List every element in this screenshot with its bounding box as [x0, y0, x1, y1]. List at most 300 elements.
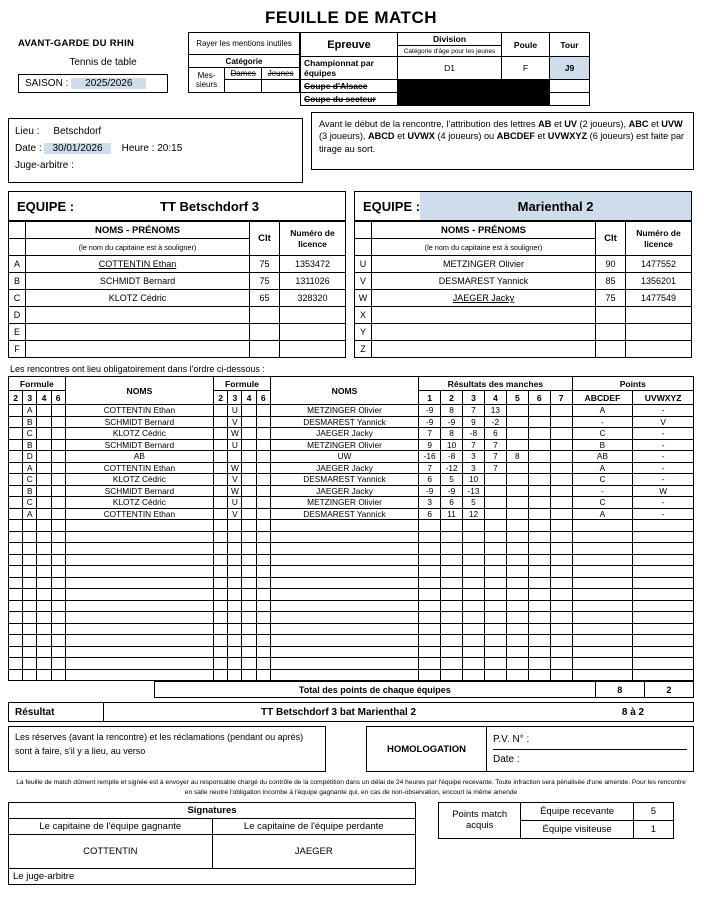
manche-score-cell[interactable]: 5 — [463, 497, 485, 509]
away-player-cell[interactable] — [270, 589, 418, 601]
away-player-cell[interactable] — [270, 531, 418, 543]
point-uvwxyz-cell[interactable]: - — [633, 439, 694, 451]
point-abcdef-cell[interactable] — [572, 589, 633, 601]
home-clt-d[interactable] — [250, 307, 280, 324]
point-uvwxyz-cell[interactable]: - — [633, 405, 694, 417]
manche-score-cell[interactable] — [550, 635, 572, 647]
manche-score-cell[interactable] — [506, 531, 528, 543]
formule-away-cell[interactable] — [256, 520, 270, 532]
formule-home-cell[interactable]: B — [23, 485, 37, 497]
formule-away-cell[interactable] — [242, 623, 256, 635]
home-player-cell[interactable] — [65, 658, 213, 670]
formule-home-cell[interactable] — [51, 554, 65, 566]
manche-score-cell[interactable] — [463, 646, 485, 658]
point-uvwxyz-cell[interactable] — [633, 589, 694, 601]
formule-away-cell[interactable] — [242, 658, 256, 670]
manche-score-cell[interactable] — [550, 669, 572, 681]
manche-score-cell[interactable] — [528, 612, 550, 624]
manche-score-cell[interactable] — [419, 658, 441, 670]
home-clt-a[interactable]: 75 — [250, 256, 280, 273]
formule-home-cell[interactable] — [37, 646, 51, 658]
formule-home-cell[interactable] — [37, 612, 51, 624]
manche-score-cell[interactable] — [441, 566, 463, 578]
manche-score-cell[interactable] — [528, 474, 550, 486]
formule-home-cell[interactable] — [9, 658, 23, 670]
formule-home-cell[interactable] — [51, 658, 65, 670]
manche-score-cell[interactable]: 3 — [463, 451, 485, 463]
manche-score-cell[interactable] — [550, 451, 572, 463]
manche-score-cell[interactable] — [419, 531, 441, 543]
formule-home-cell[interactable]: A — [23, 508, 37, 520]
formule-home-cell[interactable] — [9, 577, 23, 589]
away-player-cell[interactable] — [270, 635, 418, 647]
formule-home-cell[interactable] — [9, 646, 23, 658]
home-player-cell[interactable]: KLOTZ Cédric — [65, 428, 213, 440]
formule-home-cell[interactable] — [23, 646, 37, 658]
away-player-cell[interactable] — [270, 520, 418, 532]
home-clt-e[interactable] — [250, 324, 280, 341]
home-player-cell[interactable]: SCHMIDT Bernard — [65, 439, 213, 451]
manche-score-cell[interactable] — [506, 623, 528, 635]
formule-away-cell[interactable] — [256, 554, 270, 566]
point-uvwxyz-cell[interactable] — [633, 669, 694, 681]
formule-home-cell[interactable] — [51, 646, 65, 658]
point-abcdef-cell[interactable]: AB — [572, 451, 633, 463]
formule-away-cell[interactable] — [256, 451, 270, 463]
away-player-cell[interactable]: JAEGER Jacky — [270, 485, 418, 497]
manche-score-cell[interactable] — [441, 520, 463, 532]
formule-home-cell[interactable] — [37, 462, 51, 474]
formule-home-cell[interactable] — [23, 589, 37, 601]
formule-away-cell[interactable] — [214, 474, 228, 486]
home-player-cell[interactable]: COTTENTIN Ethan — [65, 508, 213, 520]
formule-away-cell[interactable] — [228, 577, 242, 589]
epreuve-championnat[interactable]: Championnat par équipes — [301, 57, 398, 80]
point-uvwxyz-cell[interactable] — [633, 600, 694, 612]
formule-home-cell[interactable] — [9, 635, 23, 647]
manche-score-cell[interactable] — [550, 520, 572, 532]
formule-home-cell[interactable]: A — [23, 405, 37, 417]
manche-score-cell[interactable] — [528, 508, 550, 520]
point-abcdef-cell[interactable] — [572, 600, 633, 612]
manche-score-cell[interactable] — [441, 577, 463, 589]
formule-away-cell[interactable] — [256, 669, 270, 681]
division-value[interactable]: D1 — [398, 57, 502, 80]
point-uvwxyz-cell[interactable] — [633, 635, 694, 647]
manche-score-cell[interactable] — [528, 623, 550, 635]
table-row[interactable] — [9, 428, 694, 440]
formule-away-cell[interactable] — [256, 543, 270, 555]
away-player-cell[interactable] — [270, 623, 418, 635]
formule-away-cell[interactable] — [242, 589, 256, 601]
away-player-cell[interactable] — [270, 612, 418, 624]
away-player-cell[interactable] — [270, 646, 418, 658]
table-row[interactable] — [355, 341, 692, 358]
formule-away-cell[interactable] — [242, 531, 256, 543]
tour-value[interactable]: J9 — [550, 57, 590, 80]
epreuve-coupe-alsace[interactable]: Coupe d'Alsace — [301, 80, 398, 93]
manche-score-cell[interactable] — [528, 589, 550, 601]
home-player-cell[interactable] — [65, 600, 213, 612]
point-uvwxyz-cell[interactable] — [633, 577, 694, 589]
formule-home-cell[interactable] — [37, 635, 51, 647]
manche-score-cell[interactable] — [550, 462, 572, 474]
manche-score-cell[interactable] — [550, 485, 572, 497]
formule-home-cell[interactable] — [9, 612, 23, 624]
formule-away-cell[interactable]: W — [228, 428, 242, 440]
home-clt-c[interactable]: 65 — [250, 290, 280, 307]
loser-captain-signature[interactable]: JAEGER — [212, 834, 415, 868]
pv-number-field[interactable]: P.V. N° : — [493, 730, 687, 750]
point-abcdef-cell[interactable] — [572, 577, 633, 589]
manche-score-cell[interactable] — [550, 531, 572, 543]
formule-home-cell[interactable] — [37, 531, 51, 543]
manche-score-cell[interactable] — [419, 577, 441, 589]
manche-score-cell[interactable] — [419, 646, 441, 658]
formule-home-cell[interactable] — [37, 474, 51, 486]
formule-home-cell[interactable] — [37, 658, 51, 670]
home-name-b[interactable]: SCHMIDT Bernard — [26, 273, 250, 290]
point-uvwxyz-cell[interactable] — [633, 543, 694, 555]
point-abcdef-cell[interactable]: C — [572, 428, 633, 440]
formule-away-cell[interactable] — [228, 658, 242, 670]
manche-score-cell[interactable] — [550, 474, 572, 486]
manche-score-cell[interactable] — [463, 589, 485, 601]
manche-score-cell[interactable] — [550, 646, 572, 658]
manche-score-cell[interactable] — [484, 612, 506, 624]
manche-score-cell[interactable] — [463, 531, 485, 543]
manche-score-cell[interactable] — [419, 669, 441, 681]
manche-score-cell[interactable] — [506, 600, 528, 612]
formule-home-cell[interactable] — [37, 416, 51, 428]
table-row[interactable] — [9, 256, 346, 273]
manche-score-cell[interactable]: 8 — [441, 405, 463, 417]
formule-away-cell[interactable] — [228, 600, 242, 612]
table-row[interactable] — [9, 554, 694, 566]
home-player-cell[interactable] — [65, 520, 213, 532]
away-player-cell[interactable] — [270, 669, 418, 681]
formule-home-cell[interactable] — [37, 485, 51, 497]
manche-score-cell[interactable] — [506, 566, 528, 578]
heure-value[interactable]: 20:15 — [157, 143, 183, 154]
manche-score-cell[interactable] — [463, 566, 485, 578]
away-name-v[interactable]: DESMAREST Yannick — [372, 273, 596, 290]
manche-score-cell[interactable] — [506, 669, 528, 681]
manche-score-cell[interactable] — [484, 508, 506, 520]
manche-score-cell[interactable] — [506, 508, 528, 520]
formule-home-cell[interactable] — [51, 451, 65, 463]
manche-score-cell[interactable] — [484, 658, 506, 670]
away-player-cell[interactable]: UW — [270, 451, 418, 463]
manche-score-cell[interactable] — [484, 623, 506, 635]
poule-value[interactable]: F — [502, 57, 550, 80]
manche-score-cell[interactable] — [528, 600, 550, 612]
formule-away-cell[interactable] — [214, 635, 228, 647]
manche-score-cell[interactable]: 7 — [419, 462, 441, 474]
formule-home-cell[interactable] — [37, 520, 51, 532]
formule-home-cell[interactable] — [51, 439, 65, 451]
away-clt-v[interactable]: 85 — [596, 273, 626, 290]
manche-score-cell[interactable] — [550, 554, 572, 566]
manche-score-cell[interactable]: 12 — [463, 508, 485, 520]
manche-score-cell[interactable]: 8 — [506, 451, 528, 463]
formule-home-cell[interactable] — [9, 428, 23, 440]
formule-home-cell[interactable] — [9, 508, 23, 520]
formule-away-cell[interactable] — [214, 485, 228, 497]
manche-score-cell[interactable] — [419, 589, 441, 601]
table-row[interactable] — [9, 577, 694, 589]
formule-away-cell[interactable] — [228, 531, 242, 543]
point-abcdef-cell[interactable] — [572, 554, 633, 566]
manche-score-cell[interactable] — [484, 669, 506, 681]
formule-away-cell[interactable] — [242, 600, 256, 612]
formule-away-cell[interactable] — [256, 566, 270, 578]
formule-away-cell[interactable] — [242, 577, 256, 589]
manche-score-cell[interactable] — [463, 520, 485, 532]
manche-score-cell[interactable] — [506, 646, 528, 658]
manche-score-cell[interactable] — [528, 531, 550, 543]
point-abcdef-cell[interactable] — [572, 658, 633, 670]
manche-score-cell[interactable] — [419, 566, 441, 578]
manche-score-cell[interactable]: 6 — [419, 474, 441, 486]
manche-score-cell[interactable]: 6 — [419, 508, 441, 520]
category-dames[interactable]: Dames — [225, 68, 262, 80]
formule-home-cell[interactable] — [51, 428, 65, 440]
formule-home-cell[interactable] — [51, 600, 65, 612]
formule-away-cell[interactable] — [214, 520, 228, 532]
manche-score-cell[interactable]: -9 — [419, 405, 441, 417]
home-player-cell[interactable] — [65, 623, 213, 635]
manche-score-cell[interactable] — [550, 612, 572, 624]
formule-home-cell[interactable] — [37, 589, 51, 601]
formule-away-cell[interactable] — [242, 416, 256, 428]
juge-arbitre-signature[interactable]: Le juge-arbitre — [9, 868, 416, 884]
home-player-cell[interactable]: COTTENTIN Ethan — [65, 462, 213, 474]
manche-score-cell[interactable] — [441, 669, 463, 681]
formule-home-cell[interactable] — [9, 543, 23, 555]
formule-home-cell[interactable] — [9, 566, 23, 578]
home-lic-a[interactable]: 1353472 — [280, 256, 346, 273]
formule-away-cell[interactable] — [214, 589, 228, 601]
manche-score-cell[interactable] — [550, 566, 572, 578]
manche-score-cell[interactable] — [550, 508, 572, 520]
manche-score-cell[interactable] — [550, 577, 572, 589]
away-player-cell[interactable] — [270, 658, 418, 670]
formule-away-cell[interactable] — [214, 566, 228, 578]
manche-score-cell[interactable] — [419, 635, 441, 647]
away-player-cell[interactable]: METZINGER Olivier — [270, 405, 418, 417]
formule-away-cell[interactable]: V — [228, 474, 242, 486]
table-row[interactable] — [355, 290, 692, 307]
formule-home-cell[interactable]: A — [23, 462, 37, 474]
away-player-cell[interactable] — [270, 600, 418, 612]
formule-home-cell[interactable] — [9, 669, 23, 681]
point-uvwxyz-cell[interactable]: - — [633, 451, 694, 463]
formule-away-cell[interactable] — [256, 405, 270, 417]
formule-away-cell[interactable] — [214, 543, 228, 555]
manche-score-cell[interactable] — [419, 600, 441, 612]
formule-away-cell[interactable] — [256, 416, 270, 428]
formule-home-cell[interactable] — [51, 520, 65, 532]
manche-score-cell[interactable] — [506, 554, 528, 566]
manche-score-cell[interactable] — [528, 543, 550, 555]
table-row[interactable] — [9, 669, 694, 681]
formule-away-cell[interactable] — [242, 451, 256, 463]
formule-away-cell[interactable] — [242, 439, 256, 451]
manche-score-cell[interactable] — [528, 577, 550, 589]
formule-away-cell[interactable] — [256, 589, 270, 601]
home-lic-c[interactable]: 328320 — [280, 290, 346, 307]
manche-score-cell[interactable] — [506, 497, 528, 509]
point-abcdef-cell[interactable] — [572, 531, 633, 543]
formule-home-cell[interactable] — [37, 566, 51, 578]
away-lic-x[interactable] — [626, 307, 692, 324]
manche-score-cell[interactable] — [528, 451, 550, 463]
manche-score-cell[interactable] — [484, 554, 506, 566]
manche-score-cell[interactable] — [419, 554, 441, 566]
manche-score-cell[interactable]: 7 — [419, 428, 441, 440]
manche-score-cell[interactable] — [441, 658, 463, 670]
point-uvwxyz-cell[interactable] — [633, 658, 694, 670]
home-name-c[interactable]: KLOTZ Cédric — [26, 290, 250, 307]
table-row[interactable] — [9, 273, 346, 290]
away-name-z[interactable] — [372, 341, 596, 358]
formule-home-cell[interactable]: D — [23, 451, 37, 463]
manche-score-cell[interactable] — [441, 589, 463, 601]
formule-home-cell[interactable]: C — [23, 428, 37, 440]
manche-score-cell[interactable] — [484, 589, 506, 601]
home-player-cell[interactable]: SCHMIDT Bernard — [65, 416, 213, 428]
formule-away-cell[interactable] — [256, 497, 270, 509]
manche-score-cell[interactable] — [506, 658, 528, 670]
manche-score-cell[interactable]: -8 — [463, 428, 485, 440]
formule-home-cell[interactable]: B — [23, 416, 37, 428]
table-row[interactable] — [9, 497, 694, 509]
away-lic-y[interactable] — [626, 324, 692, 341]
formule-away-cell[interactable] — [214, 416, 228, 428]
manche-score-cell[interactable] — [550, 428, 572, 440]
formule-away-cell[interactable] — [242, 543, 256, 555]
away-player-cell[interactable] — [270, 554, 418, 566]
manche-score-cell[interactable] — [484, 635, 506, 647]
manche-score-cell[interactable] — [463, 623, 485, 635]
manche-score-cell[interactable] — [463, 669, 485, 681]
away-clt-y[interactable] — [596, 324, 626, 341]
formule-away-cell[interactable] — [228, 520, 242, 532]
formule-away-cell[interactable] — [228, 635, 242, 647]
formule-away-cell[interactable] — [214, 600, 228, 612]
away-clt-z[interactable] — [596, 341, 626, 358]
formule-away-cell[interactable]: W — [228, 485, 242, 497]
formule-away-cell[interactable] — [256, 508, 270, 520]
formule-away-cell[interactable] — [242, 669, 256, 681]
table-row[interactable] — [9, 462, 694, 474]
home-name-a[interactable]: COTTENTIN Ethan — [26, 256, 250, 273]
manche-score-cell[interactable] — [484, 646, 506, 658]
home-lic-e[interactable] — [280, 324, 346, 341]
away-name-w[interactable]: JAEGER Jacky — [372, 290, 596, 307]
manche-score-cell[interactable] — [506, 520, 528, 532]
formule-home-cell[interactable] — [23, 658, 37, 670]
table-row[interactable] — [9, 566, 694, 578]
manche-score-cell[interactable]: 13 — [484, 405, 506, 417]
formule-home-cell[interactable] — [23, 554, 37, 566]
formule-home-cell[interactable] — [51, 577, 65, 589]
formule-away-cell[interactable] — [256, 462, 270, 474]
manche-score-cell[interactable] — [463, 577, 485, 589]
home-lic-d[interactable] — [280, 307, 346, 324]
point-abcdef-cell[interactable] — [572, 635, 633, 647]
formule-away-cell[interactable] — [242, 474, 256, 486]
home-player-cell[interactable]: COTTENTIN Ethan — [65, 405, 213, 417]
manche-score-cell[interactable] — [419, 520, 441, 532]
formule-away-cell[interactable] — [242, 635, 256, 647]
table-row[interactable] — [9, 589, 694, 601]
manche-score-cell[interactable] — [528, 566, 550, 578]
formule-away-cell[interactable] — [256, 531, 270, 543]
epreuve-coupe-secteur[interactable]: Coupe du secteur — [301, 93, 398, 106]
formule-away-cell[interactable] — [242, 497, 256, 509]
formule-away-cell[interactable]: V — [228, 416, 242, 428]
point-uvwxyz-cell[interactable]: W — [633, 485, 694, 497]
point-uvwxyz-cell[interactable] — [633, 554, 694, 566]
manche-score-cell[interactable] — [463, 543, 485, 555]
away-team-name[interactable]: Marienthal 2 — [420, 192, 691, 220]
home-player-cell[interactable] — [65, 577, 213, 589]
formule-away-cell[interactable]: W — [228, 462, 242, 474]
formule-away-cell[interactable] — [242, 462, 256, 474]
point-abcdef-cell[interactable] — [572, 520, 633, 532]
formule-away-cell[interactable] — [214, 508, 228, 520]
formule-away-cell[interactable] — [214, 439, 228, 451]
away-lic-u[interactable]: 1477552 — [626, 256, 692, 273]
home-player-cell[interactable]: AB — [65, 451, 213, 463]
home-player-cell[interactable] — [65, 531, 213, 543]
manche-score-cell[interactable] — [550, 497, 572, 509]
formule-away-cell[interactable] — [256, 485, 270, 497]
table-row[interactable] — [9, 290, 346, 307]
manche-score-cell[interactable] — [506, 474, 528, 486]
formule-home-cell[interactable] — [9, 439, 23, 451]
home-player-cell[interactable]: SCHMIDT Bernard — [65, 485, 213, 497]
formule-home-cell[interactable] — [51, 497, 65, 509]
manche-score-cell[interactable] — [528, 485, 550, 497]
formule-away-cell[interactable] — [214, 577, 228, 589]
manche-score-cell[interactable] — [550, 589, 572, 601]
formule-home-cell[interactable] — [51, 543, 65, 555]
table-row[interactable] — [9, 307, 346, 324]
formule-away-cell[interactable] — [256, 439, 270, 451]
manche-score-cell[interactable] — [441, 531, 463, 543]
point-abcdef-cell[interactable]: A — [572, 405, 633, 417]
formule-away-cell[interactable] — [214, 451, 228, 463]
manche-score-cell[interactable] — [463, 554, 485, 566]
formule-away-cell[interactable] — [256, 635, 270, 647]
point-abcdef-cell[interactable]: B — [572, 439, 633, 451]
point-abcdef-cell[interactable] — [572, 612, 633, 624]
table-row[interactable] — [9, 485, 694, 497]
formule-away-cell[interactable] — [214, 612, 228, 624]
formule-home-cell[interactable] — [23, 623, 37, 635]
manche-score-cell[interactable] — [484, 531, 506, 543]
away-player-cell[interactable]: DESMAREST Yannick — [270, 416, 418, 428]
point-abcdef-cell[interactable]: - — [572, 416, 633, 428]
manche-score-cell[interactable]: 9 — [419, 439, 441, 451]
away-clt-u[interactable]: 90 — [596, 256, 626, 273]
home-player-cell[interactable]: KLOTZ Cédric — [65, 497, 213, 509]
home-player-cell[interactable] — [65, 589, 213, 601]
manche-score-cell[interactable]: -2 — [484, 416, 506, 428]
